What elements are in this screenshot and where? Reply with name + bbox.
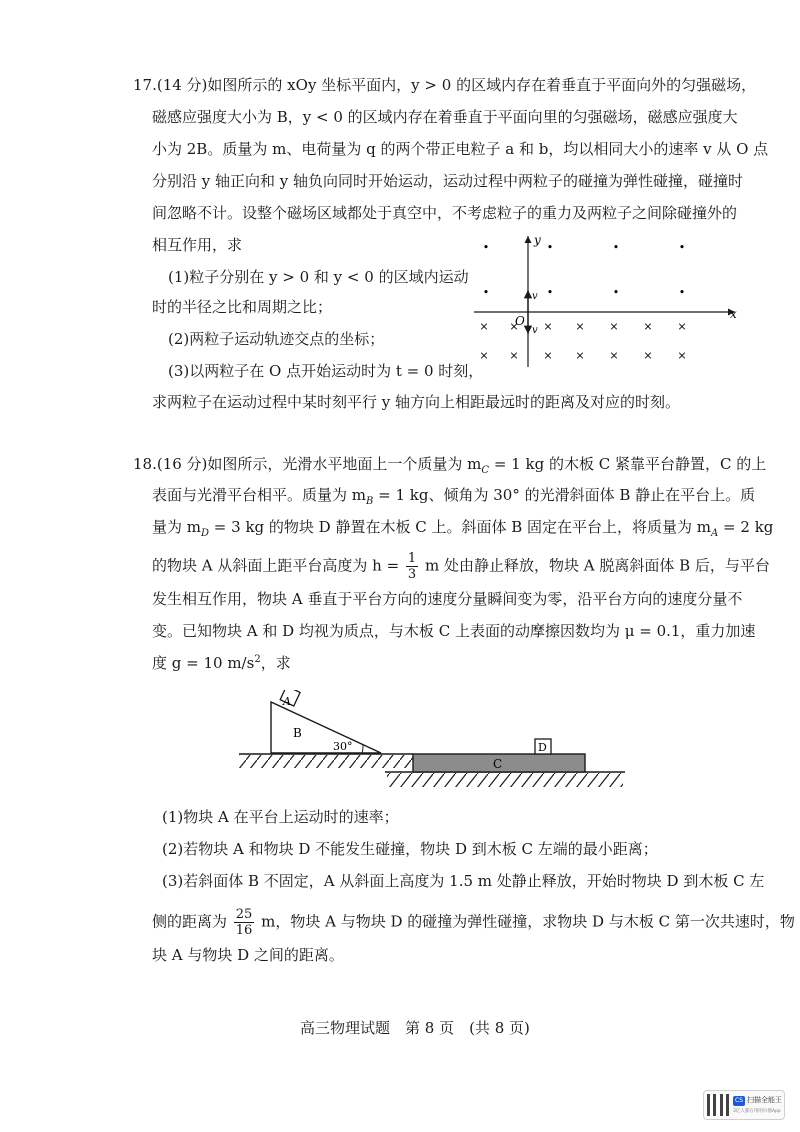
incline-b bbox=[271, 702, 381, 753]
scanner-name: 扫描全能王 bbox=[747, 1096, 782, 1104]
board-c-label: C bbox=[493, 757, 503, 771]
q18-line-6: 变。已知物块 A 和 D 均视为质点，与木板 C 上表面的动摩擦因数均为 μ = 0.1，重力加速 bbox=[152, 622, 756, 640]
dot-mark: • bbox=[482, 286, 490, 299]
q17-line-5: 间忽略不计。设整个磁场区域都处于真空中，不考虑粒子的重力及两粒子之间除碰撞外的 bbox=[152, 204, 738, 222]
dot-mark: • bbox=[678, 241, 686, 254]
incline-b-label: B bbox=[293, 726, 302, 740]
dot-mark: • bbox=[678, 286, 686, 299]
cross-mark: × bbox=[677, 349, 687, 362]
cross-mark: × bbox=[643, 320, 653, 333]
velocity-down-label: v bbox=[532, 325, 538, 336]
q17-sub-1b: 时的半径之比和周期之比； bbox=[152, 298, 333, 316]
block-a-label: A bbox=[283, 695, 291, 708]
q17-line-4: 分别沿 y 轴正向和 y 轴负向同时开始运动，运动过程中两粒子的碰撞为弹性碰撞，碰撞时 bbox=[152, 172, 744, 190]
cross-mark: × bbox=[543, 320, 553, 333]
dot-mark: • bbox=[612, 241, 620, 254]
cross-mark: × bbox=[575, 320, 585, 333]
q18-sub-2: (2)若物块 A 和物块 D 不能发生碰撞，物块 D 到木板 C 左端的最小距离； bbox=[162, 840, 658, 858]
q18-line-1: 18.(16 分)如图所示，光滑水平地面上一个质量为 $m_C = 1$ kg 的木板 C 紧靠平台静置，C 的上 bbox=[133, 455, 767, 476]
q18-line-4: 的物块 A 从斜面上距平台高度为 h = $\frac{1}{3}$ m 处由静止释放，物块 A 脱离斜面体 B 后，与平台 bbox=[152, 551, 770, 582]
block-d-label: D bbox=[538, 741, 547, 754]
cross-mark: × bbox=[609, 320, 619, 333]
q17-magnetic-field-figure bbox=[470, 232, 750, 372]
cross-mark: × bbox=[677, 320, 687, 333]
y-axis-label: y bbox=[534, 233, 541, 247]
q18-incline-board-figure bbox=[235, 690, 635, 790]
q18-line-5: 发生相互作用，物块 A 垂直于平台方向的速度分量瞬间变为零，沿平台方向的速度分量不 bbox=[152, 590, 743, 608]
field-in-crosses bbox=[479, 320, 686, 362]
page-footer: 高三物理试题 第 8 页 (共 8 页) bbox=[300, 1019, 530, 1037]
dot-mark: • bbox=[482, 241, 490, 254]
cross-mark: × bbox=[643, 349, 653, 362]
height-fraction: $\frac{1}{3}$ bbox=[407, 551, 417, 582]
cross-mark: × bbox=[509, 320, 519, 333]
ground-hatching bbox=[387, 773, 623, 787]
cross-mark: × bbox=[543, 349, 553, 362]
angle-label: 30° bbox=[333, 740, 353, 753]
origin-label: O bbox=[515, 314, 525, 328]
q17-sub-3b: 求两粒子在运动过程中某时刻平行 y 轴方向上相距最远时的距离及对应的时刻。 bbox=[152, 393, 681, 411]
q18-sub-3a: (3)若斜面体 B 不固定，A 从斜面上高度为 1.5 m 处静止释放，开始时物块 D 到木板 C 左 bbox=[162, 872, 765, 890]
scanner-watermark bbox=[703, 1090, 785, 1120]
scanner-tagline: 3亿人都在用的扫描App bbox=[733, 1109, 781, 1114]
cross-mark: × bbox=[479, 320, 489, 333]
q17-sub-2: (2)两粒子运动轨迹交点的坐标； bbox=[168, 330, 385, 348]
q17-line-1: 17.(14 分)如图所示的 xOy 坐标平面内，y > 0 的区域内存在着垂直于平面向外的匀强磁场， bbox=[133, 76, 757, 94]
dot-mark: • bbox=[612, 286, 620, 299]
cross-mark: × bbox=[575, 349, 585, 362]
q17-sub-1a: (1)粒子分别在 y > 0 和 y < 0 的区域内运动 bbox=[168, 268, 469, 286]
q18-line-2: 表面与光滑平台相平。质量为 $m_B = 1$ kg、倾角为 30° 的光滑斜面体 B 静止在平台上。质 bbox=[152, 486, 756, 507]
q17-sub-3a: (3)以两粒子在 O 点开始运动时为 t = 0 时刻， bbox=[168, 362, 484, 380]
q18-sub-3b: 侧的距离为 $\frac{25}{16}$ m，物块 A 与物块 D 的碰撞为弹性碰撞，求物块 D 与木板 C 第一次共速时，物 bbox=[152, 907, 795, 938]
velocity-up-label: v bbox=[532, 291, 538, 302]
q18-sub-1: (1)物块 A 在平台上运动时的速率； bbox=[162, 808, 399, 826]
q18-line-3: 量为 $m_D = 3$ kg 的物块 D 静置在木板 C 上。斜面体 B 固定在平台上，将质量为 $m_A = 2$ kg bbox=[152, 518, 774, 539]
dot-mark: • bbox=[546, 286, 554, 299]
distance-fraction: $\frac{25}{16}$ bbox=[235, 907, 253, 938]
q18-line-7: 度 g = 10 $m/s^2$，求 bbox=[152, 654, 291, 672]
cross-mark: × bbox=[509, 349, 519, 362]
x-axis-label: x bbox=[730, 307, 737, 321]
q17-line-2: 磁感应强度大小为 B，y < 0 的区域内存在着垂直于平面向里的匀强磁场，磁感应强度大 bbox=[152, 108, 738, 126]
platform-hatching bbox=[239, 755, 413, 768]
q17-line-3: 小为 2B。质量为 m、电荷量为 q 的两个带正电粒子 a 和 b，均以相同大小的速率 v 从 O 点 bbox=[152, 140, 769, 158]
q18-sub-3c: 块 A 与物块 D 之间的距离。 bbox=[152, 946, 344, 964]
field-out-dots bbox=[483, 241, 686, 299]
scanner-logo-icon: CS bbox=[735, 1097, 743, 1104]
qr-code-icon bbox=[707, 1094, 729, 1116]
q17-line-6: 相互作用，求 bbox=[152, 236, 243, 254]
cross-mark: × bbox=[479, 349, 489, 362]
cross-mark: × bbox=[609, 349, 619, 362]
dot-mark: • bbox=[546, 241, 554, 254]
